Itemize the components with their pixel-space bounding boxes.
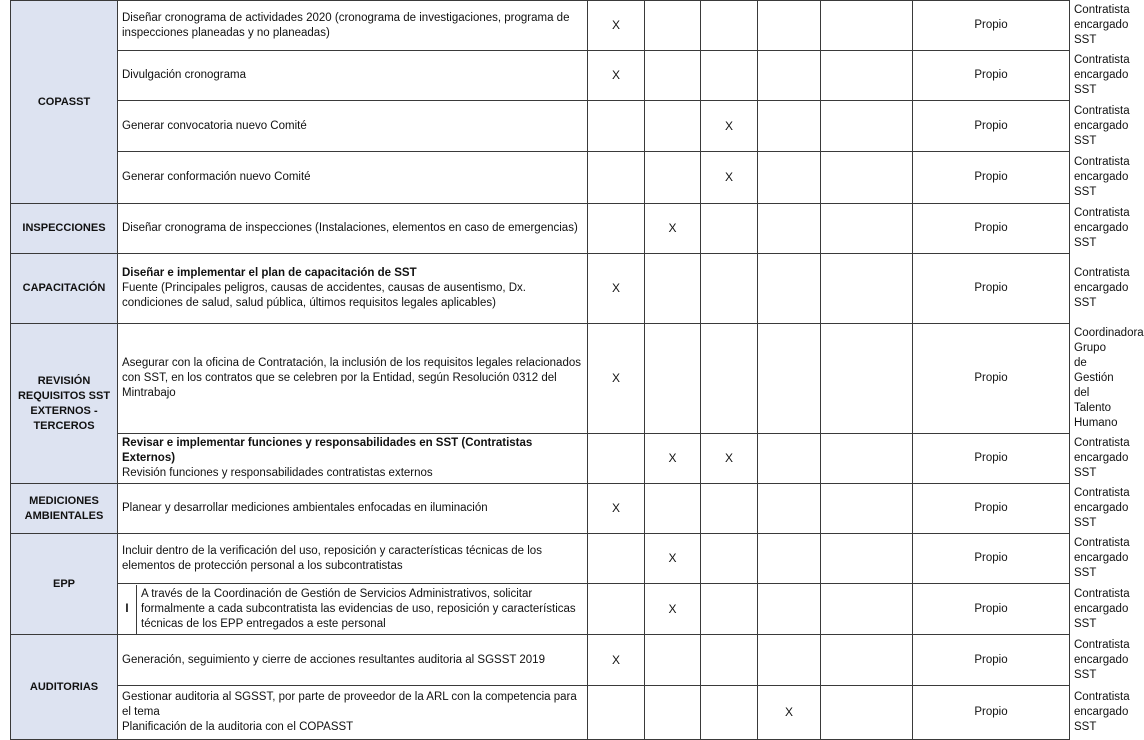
schedule-mark-cell xyxy=(645,254,701,324)
activity-cell xyxy=(118,101,588,152)
resource-cell: Propio xyxy=(913,635,1070,686)
schedule-mark-cell xyxy=(645,324,701,434)
schedule-mark-cell xyxy=(588,534,645,584)
resource-cell: Propio xyxy=(913,152,1070,204)
resource-cell: Propio xyxy=(913,584,1070,635)
schedule-mark-cell: X xyxy=(588,254,645,324)
schedule-mark-cell xyxy=(588,434,645,484)
schedule-mark-cell: X xyxy=(701,434,758,484)
table-row: AUDITORIAS Generación, seguimiento y cierre de acciones resultantes auditoria al SGSST 2019 X Propio Contratista encargado SST xyxy=(11,635,1070,686)
schedule-mark-cell xyxy=(821,434,913,484)
activity-text: Generar convocatoria nuevo Comité xyxy=(122,119,307,132)
resource-cell: Propio xyxy=(913,254,1070,324)
schedule-mark-cell xyxy=(645,635,701,686)
table-row: Generar convocatoria nuevo Comité X Propio Contratista encargado SST xyxy=(11,101,1070,152)
schedule-mark-cell xyxy=(821,534,913,584)
schedule-mark-cell xyxy=(758,101,821,152)
activity-cell xyxy=(118,484,588,534)
sub-marker: I xyxy=(118,585,137,634)
table-row: REVISIÓN REQUISITOS SST EXTERNOS - TERCEROS Asegurar con la oficina de Contratación, la inclusión de los requisitos legales relacionados con SST, en los contratos que se celebren por la Entidad, según Resolución 0312 del Mintrabajo X Propio Coordinadora Grupo de Gestión del Talento Humano xyxy=(11,324,1070,434)
schedule-mark-cell xyxy=(645,152,701,204)
activity-text: Incluir dentro de la verificación del uso, reposición y características técnicas de los elementos de protección personal a los subcontratistas xyxy=(122,544,542,572)
schedule-mark-cell xyxy=(701,584,758,635)
activity-text: Asegurar con la oficina de Contratación, la inclusión de los requisitos legales relacionados con SST, en los contratos que se celebren por la Entidad, según Resolución 0312 del Mintrabajo xyxy=(122,357,581,399)
schedule-mark-cell xyxy=(821,484,913,534)
plan-table xyxy=(10,0,1144,740)
schedule-mark-cell xyxy=(645,101,701,152)
activity-text: Generación, seguimiento y cierre de acciones resultantes auditoria al SGSST 2019 xyxy=(122,653,545,666)
category-cell: COPASST xyxy=(11,1,118,204)
schedule-mark-cell xyxy=(821,635,913,686)
resource-cell: Propio xyxy=(913,686,1070,740)
schedule-mark-cell xyxy=(758,51,821,101)
table-row: Revisar e implementar funciones y responsabilidades en SST (Contratistas Externos) Revisión funciones y responsabilidades contratistas externos X X Propio Contratista encargado SST xyxy=(11,434,1070,484)
resource-cell: Propio xyxy=(913,324,1070,434)
schedule-mark-cell: X xyxy=(588,324,645,434)
resource-cell: Propio xyxy=(913,101,1070,152)
schedule-mark-cell xyxy=(701,686,758,740)
activity-cell xyxy=(118,584,588,635)
schedule-mark-cell xyxy=(588,686,645,740)
table-row: Gestionar auditoria al SGSST, por parte de proveedor de la ARL con la competencia para el tema Planificación de la auditoria con el COPASST X Propio Contratista encargado SST xyxy=(11,686,1070,740)
activity-text: Generar conformación nuevo Comité xyxy=(122,171,311,183)
resource-cell: Propio xyxy=(913,51,1070,101)
resource-cell: Propio xyxy=(913,434,1070,484)
schedule-mark-cell xyxy=(701,534,758,584)
schedule-mark-cell xyxy=(645,484,701,534)
schedule-mark-cell xyxy=(821,584,913,635)
table-row: COPASST Diseñar cronograma de actividades 2020 (cronograma de investigaciones, programa de inspecciones planeadas y no planeadas) X Propio Contratista encargado SST xyxy=(11,1,1070,51)
activity-cell xyxy=(118,204,588,254)
schedule-mark-cell xyxy=(701,1,758,51)
schedule-mark-cell xyxy=(758,434,821,484)
table-row: CAPACITACIÓN Diseñar e implementar el plan de capacitación de SST Fuente (Principales peligros, causas de accidentes, causas de ausentismo, Dx. condiciones de salud, salud pública, últimos requisitos legales aplicables) X Propio Contratista encargado SST xyxy=(11,254,1070,324)
activity-text: Diseñar cronograma de inspecciones (Instalaciones, elementos en caso de emergencias) xyxy=(122,222,578,234)
schedule-mark-cell xyxy=(701,51,758,101)
schedule-mark-cell xyxy=(758,1,821,51)
schedule-mark-cell xyxy=(588,584,645,635)
schedule-mark-cell xyxy=(588,152,645,204)
activity-cell xyxy=(118,434,588,484)
schedule-mark-cell xyxy=(588,204,645,254)
schedule-mark-cell xyxy=(701,254,758,324)
activity-text: A través de la Coordinación de Gestión de Servicios Administrativos, solicitar formalmente a cada subcontratista las evidencias de uso, reposición y características técnicas de los EPP entregados a este personal xyxy=(141,587,576,630)
category-cell: MEDICIONES AMBIENTALES xyxy=(11,484,118,534)
schedule-mark-cell xyxy=(645,1,701,51)
schedule-mark-cell xyxy=(701,635,758,686)
activity-cell xyxy=(118,324,588,434)
schedule-mark-cell xyxy=(821,101,913,152)
activity-text: Divulgación cronograma xyxy=(122,69,247,81)
schedule-mark-cell xyxy=(821,254,913,324)
table-row: Generar conformación nuevo Comité X Propio Contratista encargado SST xyxy=(11,152,1070,204)
schedule-mark-cell xyxy=(821,324,913,434)
schedule-mark-cell: X xyxy=(645,534,701,584)
schedule-mark-cell: X xyxy=(588,635,645,686)
activity-title: Revisar e implementar funciones y responsabilidades en SST (Contratistas Externos) xyxy=(122,437,533,464)
resource-cell: Propio xyxy=(913,204,1070,254)
table-row: EPP Incluir dentro de la verificación del uso, reposición y características técnicas de los elementos de protección personal a los subcontratistas X Propio Contratista encargado SST xyxy=(11,534,1070,584)
activity-cell xyxy=(118,635,588,686)
activity-cell xyxy=(118,1,588,51)
activity-cell xyxy=(118,254,588,324)
activity-text: Fuente (Principales peligros, causas de accidentes, causas de ausentismo, Dx. condiciones de salud, salud pública, últimos requisitos legales aplicables) xyxy=(122,282,526,309)
activity-cell xyxy=(118,51,588,101)
schedule-mark-cell: X xyxy=(701,101,758,152)
activity-cell xyxy=(118,686,588,740)
activity-cell xyxy=(118,152,588,204)
schedule-mark-cell xyxy=(701,484,758,534)
schedule-mark-cell xyxy=(758,484,821,534)
table-row: Divulgación cronograma X Propio Contratista encargado SST xyxy=(11,51,1070,101)
schedule-mark-cell xyxy=(645,51,701,101)
schedule-mark-cell xyxy=(821,152,913,204)
category-cell: EPP xyxy=(11,534,118,635)
schedule-mark-cell xyxy=(758,204,821,254)
resource-cell: Propio xyxy=(913,1,1070,51)
schedule-mark-cell: X xyxy=(645,584,701,635)
schedule-mark-cell: X xyxy=(588,1,645,51)
schedule-mark-cell: X xyxy=(701,152,758,204)
schedule-mark-cell xyxy=(758,635,821,686)
schedule-mark-cell: X xyxy=(588,484,645,534)
schedule-mark-cell xyxy=(758,324,821,434)
schedule-mark-cell: X xyxy=(645,434,701,484)
schedule-mark-cell xyxy=(821,204,913,254)
category-cell: CAPACITACIÓN xyxy=(11,254,118,324)
activity-text: Planificación de la auditoria con el COPASST xyxy=(122,721,354,733)
schedule-mark-cell xyxy=(821,686,913,740)
activity-text: Diseñar cronograma de actividades 2020 (cronograma de investigaciones, programa de inspecciones planeadas y no planeadas) xyxy=(122,11,570,39)
table-row: INSPECCIONES Diseñar cronograma de inspecciones (Instalaciones, elementos en caso de emergencias) X Propio Contratista encargado SST xyxy=(11,204,1070,254)
schedule-mark-cell xyxy=(821,51,913,101)
activity-text: Gestionar auditoria al SGSST, por parte de proveedor de la ARL con la competencia para el tema xyxy=(122,691,577,718)
resource-cell: Propio xyxy=(913,534,1070,584)
activity-text: Revisión funciones y responsabilidades contratistas externos xyxy=(122,467,433,479)
schedule-mark-cell xyxy=(701,324,758,434)
activity-cell xyxy=(118,534,588,584)
schedule-mark-cell xyxy=(701,204,758,254)
schedule-mark-cell: X xyxy=(758,686,821,740)
schedule-mark-cell xyxy=(758,152,821,204)
category-cell: AUDITORIAS xyxy=(11,635,118,740)
schedule-mark-cell xyxy=(758,584,821,635)
resource-cell: Propio xyxy=(913,484,1070,534)
schedule-mark-cell: X xyxy=(588,51,645,101)
schedule-mark-cell xyxy=(821,1,913,51)
activity-title: Diseñar e implementar el plan de capacitación de SST xyxy=(122,267,417,279)
schedule-mark-cell xyxy=(758,534,821,584)
activity-text: Planear y desarrollar mediciones ambientales enfocadas en iluminación xyxy=(122,502,488,514)
category-cell: REVISIÓN REQUISITOS SST EXTERNOS - TERCEROS xyxy=(11,324,118,484)
schedule-mark-cell xyxy=(588,101,645,152)
schedule-mark-cell xyxy=(758,254,821,324)
schedule-mark-cell xyxy=(645,686,701,740)
schedule-mark-cell: X xyxy=(645,204,701,254)
table-row: MEDICIONES AMBIENTALES Planear y desarrollar mediciones ambientales enfocadas en iluminación X Propio Contratista encargado SST xyxy=(11,484,1070,534)
category-cell: INSPECCIONES xyxy=(11,204,118,254)
table-row: I A través de la Coordinación de Gestión de Servicios Administrativos, solicitar formalmente a cada subcontratista las evidencias de uso, reposición y características técnicas de los EPP entregados a este personal X Propio Contratista encargado SST xyxy=(11,584,1070,635)
